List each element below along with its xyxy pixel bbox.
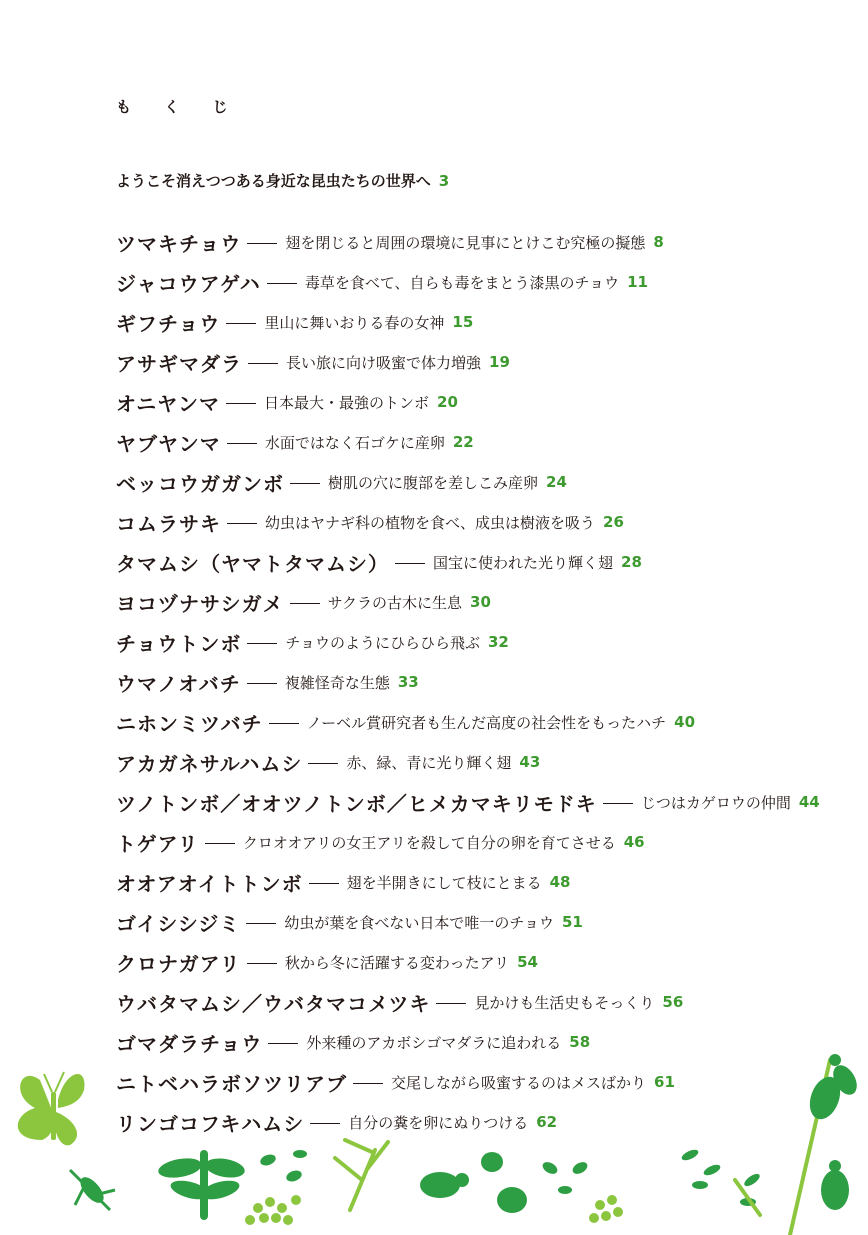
toc-entry-name: ウバタマムシ／ウバタマコメツキ	[116, 991, 431, 1016]
toc-entry-name: ゴイシシジミ	[116, 911, 241, 936]
toc-entry-page: 22	[452, 433, 474, 451]
toc-entry-page: 26	[603, 513, 624, 531]
toc-entry-desc: 幼虫はヤナギ科の植物を食べ、成虫は樹液を吸う	[265, 513, 596, 532]
toc-entry-desc: 毒草を食べて、自らも毒をまとう漆黒のチョウ	[304, 273, 620, 292]
toc-entry-page: 44	[798, 793, 820, 811]
toc-entry-dash	[205, 843, 235, 844]
toc-entry-desc: ノーベル賞研究者も生んだ高度の社会性をもったハチ	[306, 713, 667, 732]
toc-list	[116, 222, 836, 1142]
toc-entry-14[interactable]	[116, 742, 836, 782]
toc-entry-name: アカガネサルハムシ	[116, 751, 303, 776]
toc-entry-page: 15	[452, 313, 474, 331]
toc-entry-name: チョウトンボ	[116, 631, 242, 656]
toc-entry-desc: チョウのようにひらひら飛ぶ	[285, 633, 480, 652]
toc-entry-name: トゲアリ	[116, 831, 199, 856]
toc-entry-dash	[436, 1003, 466, 1004]
toc-entry-4[interactable]	[116, 342, 836, 382]
toc-entry-20[interactable]	[116, 982, 836, 1022]
toc-entry-page: 33	[397, 673, 419, 691]
toc-entry-name: ニホンミツバチ	[116, 711, 263, 736]
toc-entry-name: タマムシ（ヤマトタマムシ）	[116, 551, 389, 576]
toc-entry-page: 46	[623, 833, 645, 851]
toc-entry-page: 30	[470, 593, 491, 611]
toc-intro-text: ようこそ消えつつある身近な昆虫たちの世界へ	[116, 172, 431, 190]
toc-entry-name: オオアオイトトンボ	[116, 871, 303, 896]
toc-entry-18[interactable]	[116, 902, 836, 942]
toc-entry-name: ギフチョウ	[116, 311, 221, 336]
toc-entry-name: ヨコヅナサシガメ	[116, 591, 284, 616]
beetle-icon	[420, 1152, 849, 1213]
toc-intro[interactable]	[116, 170, 449, 191]
toc-entry-name: ヤブヤンマ	[116, 431, 221, 456]
mantis-icon	[70, 1170, 115, 1210]
toc-entry-page: 32	[487, 633, 509, 651]
toc-entry-name: ツマキチョウ	[116, 231, 242, 256]
toc-entry-dash	[395, 563, 425, 564]
butterfly-icon	[18, 1072, 85, 1145]
toc-entry-name: ツノトンボ／オオツノトンボ／ヒメカマキリモドキ	[116, 791, 597, 816]
toc-entry-dash	[290, 483, 320, 484]
toc-entry-dash	[247, 243, 277, 244]
toc-entry-desc: サクラの古木に生息	[327, 593, 463, 612]
toc-entry-name: コムラサキ	[116, 511, 221, 536]
toc-entry-19[interactable]	[116, 942, 836, 982]
dragonfly-icon	[157, 1150, 246, 1220]
toc-entry-name: ウマノオバチ	[116, 671, 241, 696]
toc-entry-desc: 交尾しながら吸蜜するのはメスばかり	[391, 1073, 647, 1092]
toc-entry-dash	[309, 883, 339, 884]
toc-entry-dash	[308, 763, 338, 764]
toc-entry-desc: 自分の糞を卵にぬりつける	[348, 1113, 529, 1132]
toc-entry-page: 56	[662, 993, 684, 1011]
toc-entry-desc: 見かけも生活史もそっくり	[474, 993, 655, 1012]
toc-entry-desc: クロオオアリの女王アリを殺して自分の卵を育てさせる	[242, 833, 616, 852]
grass-icon	[335, 1060, 830, 1235]
toc-entry-page: 28	[621, 553, 642, 571]
toc-entry-desc: 日本最大・最強のトンボ	[264, 393, 430, 412]
toc-entry-desc: 幼虫が葉を食べない日本で唯一のチョウ	[284, 913, 554, 932]
toc-entry-8[interactable]	[116, 502, 836, 542]
toc-entry-name: ベッコウガガンボ	[116, 471, 284, 496]
toc-intro-page: 3	[438, 172, 450, 190]
toc-entry-name: オニヤンマ	[116, 391, 220, 416]
toc-entry-1[interactable]	[116, 222, 836, 262]
toc-entry-desc: 翅を半開きにして枝にとまる	[346, 873, 542, 892]
toc-entry-page: 8	[653, 233, 664, 251]
toc-entry-desc: 長い旅に向け吸蜜で体力増強	[286, 353, 482, 372]
toc-entry-12[interactable]	[116, 662, 836, 702]
toc-entry-page: 40	[674, 713, 696, 731]
toc-entry-desc: じつはカゲロウの仲間	[640, 793, 791, 812]
toc-entry-10[interactable]	[116, 582, 836, 622]
toc-entry-desc: 複雑怪奇な生態	[284, 673, 390, 692]
toc-entry-desc: 国宝に使われた光り輝く翅	[433, 553, 614, 572]
toc-entry-dash	[290, 603, 320, 604]
toc-entry-13[interactable]	[116, 702, 836, 742]
toc-entry-page: 61	[654, 1073, 675, 1091]
toc-entry-name: ニトベハラボソツリアブ	[116, 1071, 347, 1096]
toc-entry-page: 43	[519, 753, 541, 771]
toc-entry-desc: 秋から冬に活躍する変わったアリ	[284, 953, 510, 972]
toc-entry-page: 51	[561, 913, 583, 931]
insect-decoration	[0, 1040, 868, 1235]
toc-entry-desc: 里山に舞いおりる春の女神	[264, 313, 445, 332]
toc-entry-desc: 赤、緑、青に光り輝く翅	[346, 753, 512, 772]
toc-entry-15[interactable]	[116, 782, 836, 822]
toc-entry-page: 20	[437, 393, 458, 411]
toc-entry-page: 24	[546, 473, 567, 491]
toc-entry-dash	[227, 443, 257, 444]
toc-entry-desc: 水面ではなく石ゴケに産卵	[264, 433, 445, 452]
toc-entry-dash	[226, 403, 256, 404]
toc-entry-desc: 翅を閉じると周囲の環境に見事にとけこむ究極の擬態	[285, 233, 646, 252]
toc-entry-name: ゴマダラチョウ	[116, 1031, 263, 1056]
toc-entry-7[interactable]	[116, 462, 836, 502]
toc-entry-dash	[247, 643, 277, 644]
toc-entry-page: 58	[569, 1033, 591, 1051]
toc-entry-name: アサギマダラ	[116, 351, 242, 376]
toc-entry-dash	[247, 683, 277, 684]
egg-cluster-icon	[245, 1195, 623, 1225]
toc-entry-name: ジャコウアゲハ	[116, 271, 261, 296]
toc-entry-2[interactable]	[116, 262, 836, 302]
toc-entry-dash	[227, 523, 257, 524]
toc-entry-6[interactable]	[116, 422, 836, 462]
toc-entry-name: クロナガアリ	[116, 951, 241, 976]
toc-entry-dash	[269, 723, 299, 724]
page-title: も く じ	[116, 98, 242, 116]
toc-entry-page: 19	[489, 353, 510, 371]
toc-entry-desc: 樹肌の穴に腹部を差しこみ産卵	[328, 473, 539, 492]
toc-entry-page: 62	[536, 1113, 558, 1131]
toc-entry-17[interactable]	[116, 862, 836, 902]
toc-entry-desc: 外来種のアカボシゴマダラに追われる	[306, 1033, 562, 1052]
toc-entry-dash	[248, 363, 278, 364]
ant-icon	[804, 1054, 861, 1123]
toc-entry-11[interactable]	[116, 622, 836, 662]
toc-entry-page: 11	[627, 273, 648, 291]
toc-entry-dash	[603, 803, 633, 804]
toc-entry-16[interactable]	[116, 822, 836, 862]
toc-entry-dash	[226, 323, 256, 324]
toc-entry-name: リンゴコフキハムシ	[116, 1111, 305, 1136]
toc-entry-9[interactable]	[116, 542, 836, 582]
toc-entry-dash	[246, 923, 276, 924]
toc-entry-page: 48	[549, 873, 571, 891]
toc-entry-3[interactable]	[116, 302, 836, 342]
toc-entry-page: 54	[517, 953, 538, 971]
toc-entry-dash	[247, 963, 277, 964]
toc-entry-5[interactable]	[116, 382, 836, 422]
toc-entry-dash	[267, 283, 297, 284]
